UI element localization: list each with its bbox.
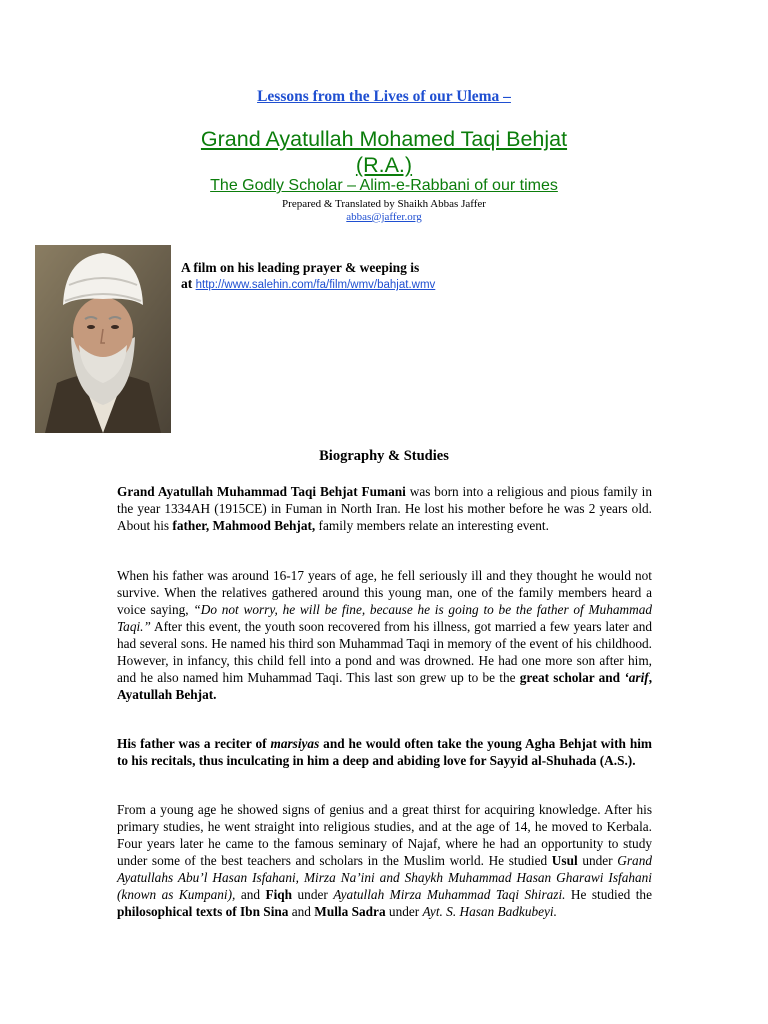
bold-text: His father was a reciter of: [117, 736, 271, 751]
bold-text: and he would often take the young Agha Behjat with him to his recitals, thus inculcating in him a deep and abiding love for Sayyid al-Shuhada (A.S.).: [117, 736, 652, 768]
body-text: under: [292, 887, 334, 902]
page-title: [0, 126, 768, 178]
body-text: From a young age he showed signs of genius and a great thirst for acquiring knowledge. After his primary studies, he went straight into religious studies, and at the age of 14, he moved to Kerbala. Four years later he came to the famous seminary of Najaf, where he had an opportunity to study under some of the best teachers and scholars in the Muslim world. He studied: [117, 802, 652, 868]
quote-text: “Do not worry, he will be fine, because he is going to be the father of Muhammad Taqi.”: [117, 602, 652, 634]
italic-text: Grand Ayatullahs Abu’l Hasan Isfahani, Mirza Na’ini and Shaykh Muhammad Hasan Gharawi Isfahani (known as Kumpani),: [117, 853, 652, 902]
paragraph-studies: [117, 801, 652, 920]
body-text: He studied the: [565, 887, 652, 902]
italic-text: Ayt. S. Hasan Badkubeyi.: [422, 904, 557, 919]
bold-italic-text: ‘arif: [624, 670, 649, 685]
body-text: family members relate an interesting event.: [315, 518, 549, 533]
bold-text: father, Mahmood Behjat,: [172, 518, 316, 533]
title-line-2: (R.A.): [355, 153, 413, 177]
title-line-1: Grand Ayatullah Mohamed Taqi Behjat: [200, 127, 568, 151]
paragraph-recitals: [117, 735, 652, 769]
body-text: under: [577, 853, 618, 868]
bold-text: Grand Ayatullah Muhammad Taqi Behjat Fumani: [117, 484, 406, 499]
author-email-link[interactable]: abbas@jaffer.org: [346, 211, 422, 223]
body-text: was born into a religious and pious family in the year 1334AH (1915CE) in Fuman in North Iran. He lost his mother before he was 2 years old. About his: [117, 484, 653, 533]
prepared-by: Prepared & Translated by Shaikh Abbas Jaffer: [282, 198, 486, 210]
body-text: and: [235, 887, 266, 902]
paragraph-birth: [117, 483, 652, 534]
bold-text: great scholar and: [519, 670, 625, 685]
italic-text: Ayatullah Mirza Muhammad Taqi Shirazi.: [333, 887, 566, 902]
film-at-label: at: [181, 276, 193, 291]
film-url-link[interactable]: http://www.salehin.com/fa/film/wmv/bahjat.wmv: [195, 279, 436, 291]
film-note-line: A film on his leading prayer & weeping is: [181, 260, 420, 275]
section-heading: Biography & Studies: [319, 448, 449, 464]
body-text: When his father was around 16-17 years of age, he fell seriously ill and they thought he would not survive. When the relatives gathered around this young man, one of the family members heard a voice saying,: [117, 568, 652, 617]
body-text: under: [385, 904, 423, 919]
body-text: After this event, the youth soon recovered from his illness, got married a few years later and had several sons. He named his third son Muhammad Taqi in memory of the event of his childhood. However, in infancy, this child fell into a pond and was drowned. He had one more son after him, and he also named him Muhammad Taqi. This last son grew up to be the: [117, 619, 652, 685]
series-link[interactable]: Lessons from the Lives of our Ulema –: [257, 88, 511, 105]
bold-text: Fiqh: [265, 887, 293, 902]
page-subtitle: The Godly Scholar – Alim-e-Rabbani of our times: [210, 177, 558, 194]
bold-text: Mulla Sadra: [314, 904, 386, 919]
bold-italic-text: marsiyas: [270, 736, 320, 751]
bold-text: Usul: [551, 853, 578, 868]
bold-text: philosophical texts of Ibn Sina: [117, 904, 289, 919]
film-link-line: [181, 276, 601, 293]
body-text: and: [288, 904, 315, 919]
film-note: [181, 260, 601, 293]
portrait-photo: [35, 245, 171, 433]
paragraph-father-event: [117, 567, 652, 703]
bold-text: , Ayatullah Behjat.: [117, 670, 653, 702]
